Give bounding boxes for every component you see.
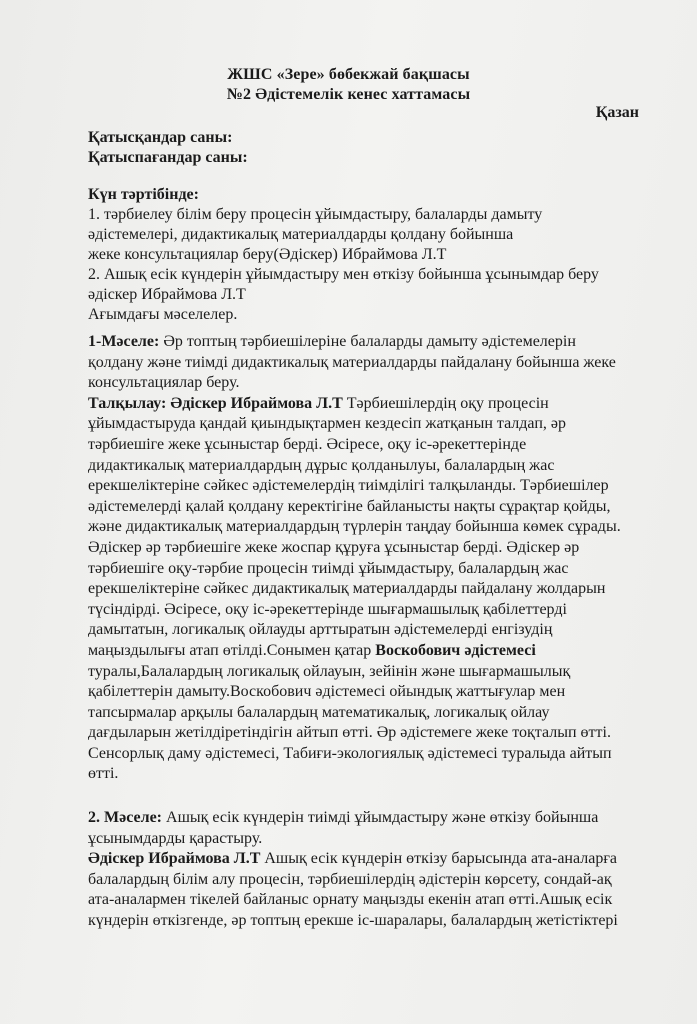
discussion-label: Талқылау: Әдіскер Ибраймова Л.Т [88,394,343,412]
issue-1-line: қолдану және тиімді дидактикалық материалдарды пайдалану бойынша жеке [88,353,616,371]
discussion-line: қабілеттерін дамыту.Воскобович әдістемесі ойындық жаттығулар мен [88,683,566,701]
agenda-block [88,185,648,325]
discussion-line: тәрбиешіге жеке ұсыныстар берді. Әсіресе, оқу іс-әрекеттерінде [88,435,527,453]
issue-1-section [88,332,648,785]
issue-2-line: балалардың білім алу процесін, тәрбиешілердің әдістерін көрсету, сондай-ақ [88,870,612,888]
discussion-line: тапсырмалар арқылы балалардың математикалық, логикалық ойлау [88,703,550,721]
discussion-line: тәрбиешіге оқу-тәрбие процесін тиімді ұйымдастыру, балалардың жас [88,559,569,577]
document-subtitle: №2 Әдістемелік кенес хаттамасы [226,86,471,103]
present-count-label: Қатысқандар саны: [88,129,233,146]
issue-2-line: ата-аналармен тікелей байланыс орнату маңызды екенін атап өтті.Ашық есік [88,891,613,909]
attendance-block [88,128,648,168]
issue-1-line: консультациялар беру. [88,374,240,392]
issue-2-text: Ашық есік күндерін тиімді ұйымдастыру және өткізу бойынша [162,809,599,826]
month-label: Қазан [595,104,639,121]
discussion-line: түсіндірді. Әсіресе, оқу іс-әрекеттерінде шығармашылық қабілеттерді [88,600,567,618]
discussion-line: дидактикалық материалдардың дұрыс қолданылуы, балалардың жас [88,456,555,474]
discussion-intro [88,394,648,415]
agenda-line: 2. Ашық есік күндерін ұйымдастыру мен өткізу бойынша ұсынымдар беру [88,266,599,283]
speaker-intro [88,849,648,870]
discussion-line: ерекшеліктеріне сәйкес әдістемелердің тиімділігі талқыланды. Тәрбиешілер [88,477,609,495]
voskobovich-line [88,641,648,662]
issue-2-line: ұсынымдарды қарастыру. [88,829,263,847]
discussion-line: дағдыларын жетілдіретіндігін айтып өтті. Әр әдістемеге жеке тоқталып өтті. [88,724,611,742]
issue-2-section [88,808,648,932]
discussion-line: дамытатын, логикалық ойлауды арттыратын әдістемелерді енгізудің [88,621,553,639]
voskobovich-method-name: Воскобович әдістемесі [375,641,536,659]
agenda-line: жеке консультациялар беру(Әдіскер) Ибраймова Л.Т [88,246,447,263]
discussion-line: әдістемелерді қалай қолдану керектігіне байланысты нақты сұрақтар қойды, [88,497,611,515]
issue-2-intro [88,808,648,829]
discussion-line: өтті. [88,765,119,783]
agenda-line: әдіскер Ибраймова Л.Т [88,286,246,303]
issue-1-text: Әр топтың тәрбиешілеріне балаларды дамыту әдістемелерін [159,333,576,350]
issue-1-label: 1-Мәселе: [88,333,160,350]
discussion-line: және дидактикалық материалдардың түрлерін таңдау бойынша көмек сұрады. [88,518,621,536]
discussion-text: Тәрбиешілердің оқу процесін [342,394,549,412]
agenda-line: 1. тәрбиелеу білім беру процесін ұйымдастыру, балаларды дамыту [88,206,543,223]
discussion-line: ерекшеліктеріне сәйкес дидактикалық материалдарды пайдалану жолдарын [88,580,606,598]
speaker-text: Ашық есік күндерін өткізу барысында ата-аналарға [260,850,617,868]
agenda-line: Ағымдағы мәселелер. [88,306,238,323]
voskobovich-pre-text: маңыздылығы атап өтілді.Сонымен қатар [88,641,376,659]
agenda-line: әдістемелері, дидактикалық материалдарды қолдану бойынша [88,226,514,243]
issue-2-label: 2. Мәселе: [88,809,163,826]
discussion-line: ұйымдастыруда қандай қиындықтармен кездесіп жатқанын талдап, әр [88,415,566,433]
issue-2-line: күндерін өткізгенде, әр топтың ерекше іс-шаралары, балалардың жетістіктері [88,911,618,929]
speaker-name: Әдіскер Ибраймова Л.Т [88,850,261,868]
absent-count-label: Қатыспағандар саны: [88,149,248,166]
document-title: ЖШС «Зере» бөбекжай бақшасы [227,66,470,83]
discussion-line: туралы,Балалардың логикалық ойлауын, зейінін және шығармашылық [88,662,571,680]
discussion-line: Сенсорлық даму әдістемесі, Табиғи-экологиялық әдістемесі туралыда айтып [88,744,612,762]
issue-1-intro [88,332,648,353]
discussion-line: Әдіскер әр тәрбиешіге жеке жоспар құруға ұсыныстар берді. Әдіскер әр [88,538,580,556]
agenda-heading: Күн тәртібінде: [88,186,199,203]
